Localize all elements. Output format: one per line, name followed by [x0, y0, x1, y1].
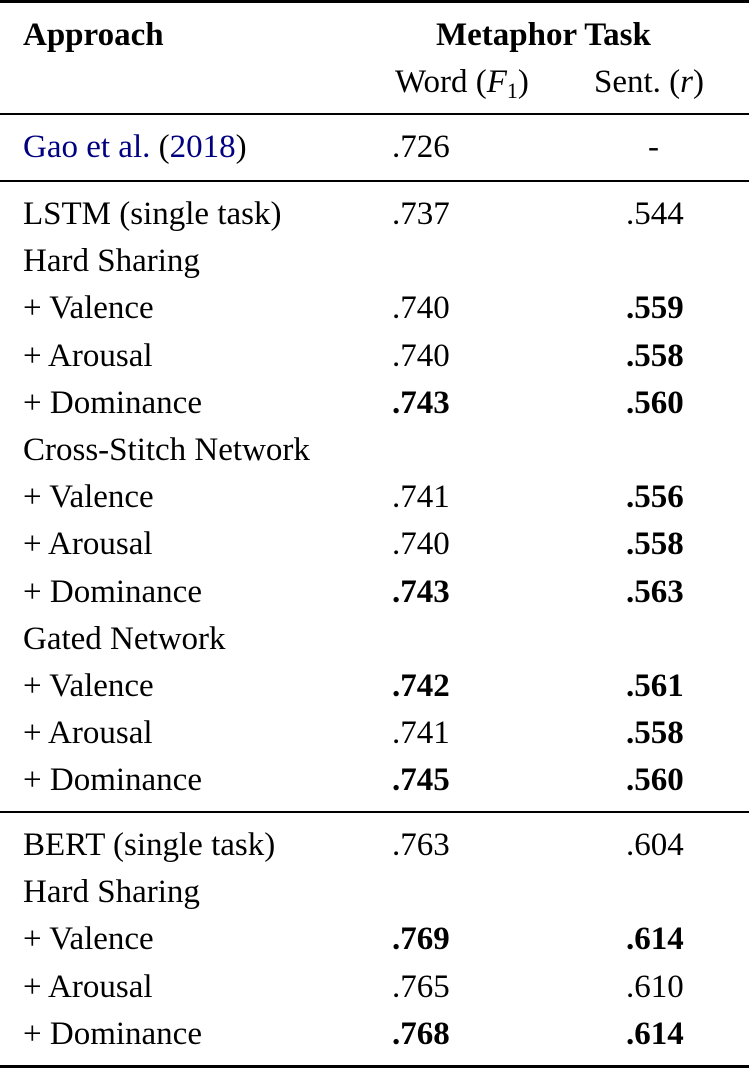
header-metaphor-task: Metaphor Task: [436, 17, 651, 53]
cell-word: .726: [392, 129, 450, 165]
cell-approach: Cross-Stitch Network: [23, 432, 310, 468]
cell-word: .741: [392, 715, 450, 752]
cell-word: .741: [392, 479, 450, 516]
table-row: [0, 869, 749, 916]
table-row: [0, 757, 749, 804]
cell-approach: + Dominance: [23, 762, 202, 799]
cell-word: .769: [392, 921, 450, 958]
cell-sent: .563: [626, 573, 684, 610]
cell-word: .745: [392, 762, 450, 799]
table-row: [0, 521, 749, 568]
cell-approach: + Arousal: [23, 526, 153, 563]
cell-sent: .610: [626, 968, 684, 1005]
cell-approach: + Arousal: [23, 337, 153, 374]
cell-sent: .558: [626, 337, 684, 374]
cell-word: .743: [392, 384, 450, 421]
table-row: [0, 380, 749, 427]
cell-word: .740: [392, 337, 450, 374]
cell-sent: .544: [626, 196, 684, 232]
cell-word: .740: [392, 526, 450, 563]
cell-sent: -: [648, 129, 659, 165]
cell-sent: .560: [626, 762, 684, 799]
cell-word: .763: [392, 827, 450, 863]
cell-approach: + Valence: [23, 921, 154, 958]
cell-word: .737: [392, 196, 450, 232]
cell-word: .742: [392, 668, 450, 704]
cell-approach: Hard Sharing: [23, 243, 200, 280]
cell-approach: + Arousal: [23, 968, 153, 1005]
table-row: [0, 710, 749, 757]
section-rule-lstm: [0, 180, 749, 182]
cell-word: .740: [392, 290, 450, 327]
table-row: [0, 333, 749, 380]
cell-approach: Hard Sharing: [23, 874, 200, 911]
header-sent-r: Sent. (r): [594, 64, 705, 100]
cell-word: .743: [392, 573, 450, 610]
cell-approach: + Valence: [23, 290, 154, 327]
cell-approach: + Valence: [23, 479, 154, 516]
cell-approach: + Dominance: [23, 573, 202, 610]
header-rule: [0, 113, 749, 115]
cell-approach: LSTM (single task): [23, 196, 282, 232]
cell-word: .765: [392, 968, 450, 1005]
table-row: [0, 569, 749, 616]
cell-approach: BERT (single task): [23, 827, 276, 863]
cell-sent: .556: [626, 479, 684, 516]
cell-sent: .558: [626, 526, 684, 563]
cell-sent: .560: [626, 384, 684, 421]
table-row: [0, 474, 749, 521]
header-approach: Approach: [23, 17, 164, 53]
table-row: [0, 427, 749, 474]
header-word-f1: Word $(F_1)$: [395, 64, 529, 103]
table-row: [0, 616, 749, 663]
bottom-rule: [0, 1065, 749, 1068]
table-row: [0, 238, 749, 285]
table-row: [0, 964, 749, 1011]
baseline-row: [0, 124, 749, 171]
table-row: [0, 663, 749, 710]
cell-approach: + Valence: [23, 668, 154, 704]
cell-approach: + Dominance: [23, 1015, 202, 1052]
cell-sent: .614: [626, 921, 684, 958]
cell-sent: .561: [626, 668, 684, 704]
cell-approach: + Arousal: [23, 715, 153, 752]
table-row: [0, 822, 749, 869]
cell-sent: .614: [626, 1015, 684, 1052]
citation-link[interactable]: Gao et al. (2018): [23, 129, 247, 165]
cell-approach: Gated Network: [23, 620, 226, 657]
table-row: [0, 916, 749, 963]
table-row: [0, 1011, 749, 1058]
cell-sent: .558: [626, 715, 684, 752]
table-row: [0, 191, 749, 238]
cell-sent: .604: [626, 827, 684, 863]
cell-approach: + Dominance: [23, 384, 202, 421]
top-rule: [0, 0, 749, 3]
table-row: [0, 285, 749, 332]
cell-sent: .559: [626, 290, 684, 327]
section-rule-bert: [0, 811, 749, 813]
cell-word: .768: [392, 1015, 450, 1052]
